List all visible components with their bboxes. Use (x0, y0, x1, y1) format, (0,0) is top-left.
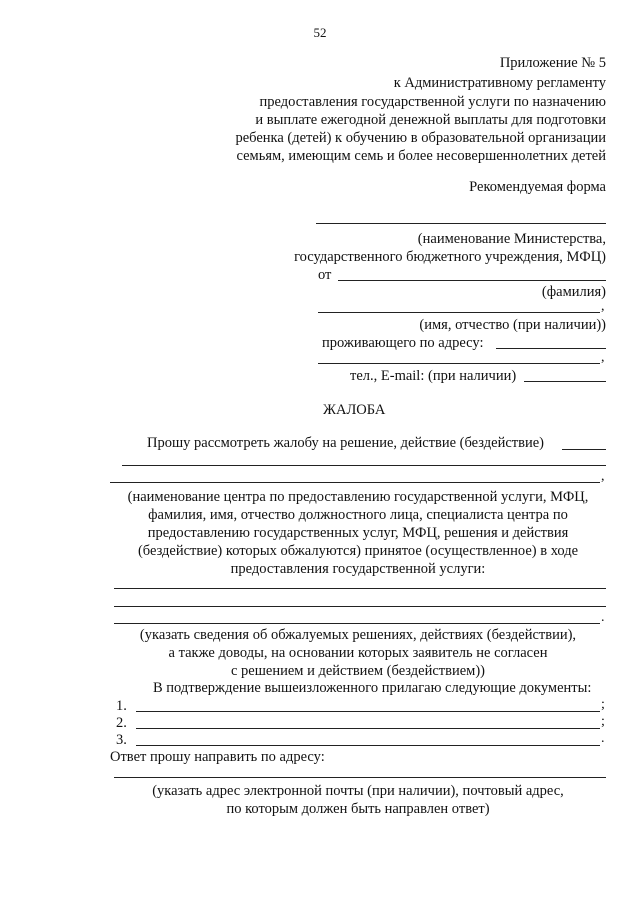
complaint-hint: предоставлению государственных услуг, МФЦ, решения и действия (147, 525, 569, 541)
attachment-line[interactable] (136, 711, 600, 712)
doc-title: ЖАЛОБА (323, 402, 386, 418)
attachment-line[interactable] (136, 728, 600, 729)
appendix-line: ребенка (детей) к обучению в образовательной организации (235, 130, 606, 146)
reasons-hint: с решением и действием (бездействием)) (231, 663, 485, 679)
reply-address-line[interactable] (114, 777, 606, 778)
address-line-2[interactable] (318, 363, 600, 364)
surname-line[interactable] (338, 280, 606, 281)
complaint-hint: предоставления государственной услуги: (230, 561, 486, 577)
item-end: ; (601, 697, 605, 712)
attachment-number: 1. (116, 698, 127, 714)
attachment-number: 3. (116, 732, 127, 748)
reply-label: Ответ прошу направить по адресу: (110, 749, 325, 765)
phone-label: тел., E-mail: (при наличии) (350, 368, 517, 384)
appendix-line: предоставления государственной услуги по назначению (259, 94, 606, 110)
period-mark: . (601, 610, 605, 625)
address-line[interactable] (496, 348, 606, 349)
complaint-hint: фамилия, имя, отчество должностного лица, специалиста центра по (148, 507, 568, 523)
complaint-line[interactable] (122, 465, 606, 466)
comma-mark: , (601, 469, 605, 484)
reasons-line[interactable] (114, 606, 606, 607)
item-end: ; (601, 714, 605, 729)
attachments-intro: В подтверждение вышеизложенного прилагаю следующие документы: (153, 680, 592, 696)
reply-hint: по которым должен быть направлен ответ) (226, 801, 490, 817)
recommended-form-label: Рекомендуемая форма (469, 179, 606, 195)
appendix-line: к Административному регламенту (393, 75, 606, 91)
appendix-line: и выплате ежегодной денежной выплаты для подготовки (255, 112, 606, 128)
reasons-hint: (указать сведения об обжалуемых решениях, действиях (бездействии), (139, 627, 577, 643)
phone-line[interactable] (524, 381, 606, 382)
complaint-request: Прошу рассмотреть жалобу на решение, действие (бездействие) (147, 435, 544, 451)
reply-hint: (указать адрес электронной почты (при наличии), почтовый адрес, (152, 783, 564, 799)
address-label: проживающего по адресу: (322, 335, 484, 351)
complaint-hint: (наименование центра по предоставлению государственной услуги, МФЦ, (127, 489, 589, 505)
complaint-hint: (бездействие) которых обжалуются) принятое (осуществленное) в ходе (137, 543, 579, 559)
surname-hint: (фамилия) (541, 284, 606, 300)
comma-mark: , (601, 299, 605, 314)
reasons-line[interactable] (114, 588, 606, 589)
page-number: 52 (313, 25, 327, 40)
from-label: от (318, 267, 332, 283)
item-end: . (601, 731, 605, 746)
reasons-line[interactable] (114, 623, 600, 624)
name-line[interactable] (318, 312, 600, 313)
org-hint: (наименование Министерства, (417, 231, 606, 247)
reasons-hint: а также доводы, на основании которых заявитель не согласен (168, 645, 548, 661)
appendix-line: семьям, имеющим семь и более несовершеннолетних детей (236, 148, 606, 164)
org-name-line[interactable] (316, 223, 606, 224)
comma-mark: , (601, 350, 605, 365)
attachment-number: 2. (116, 715, 127, 731)
appendix-title: Приложение № 5 (499, 55, 606, 71)
org-hint: государственного бюджетного учреждения, МФЦ) (294, 249, 606, 265)
attachment-line[interactable] (136, 745, 600, 746)
complaint-line[interactable] (110, 482, 600, 483)
complaint-line[interactable] (562, 449, 606, 450)
name-hint: (имя, отчество (при наличии)) (419, 317, 606, 333)
